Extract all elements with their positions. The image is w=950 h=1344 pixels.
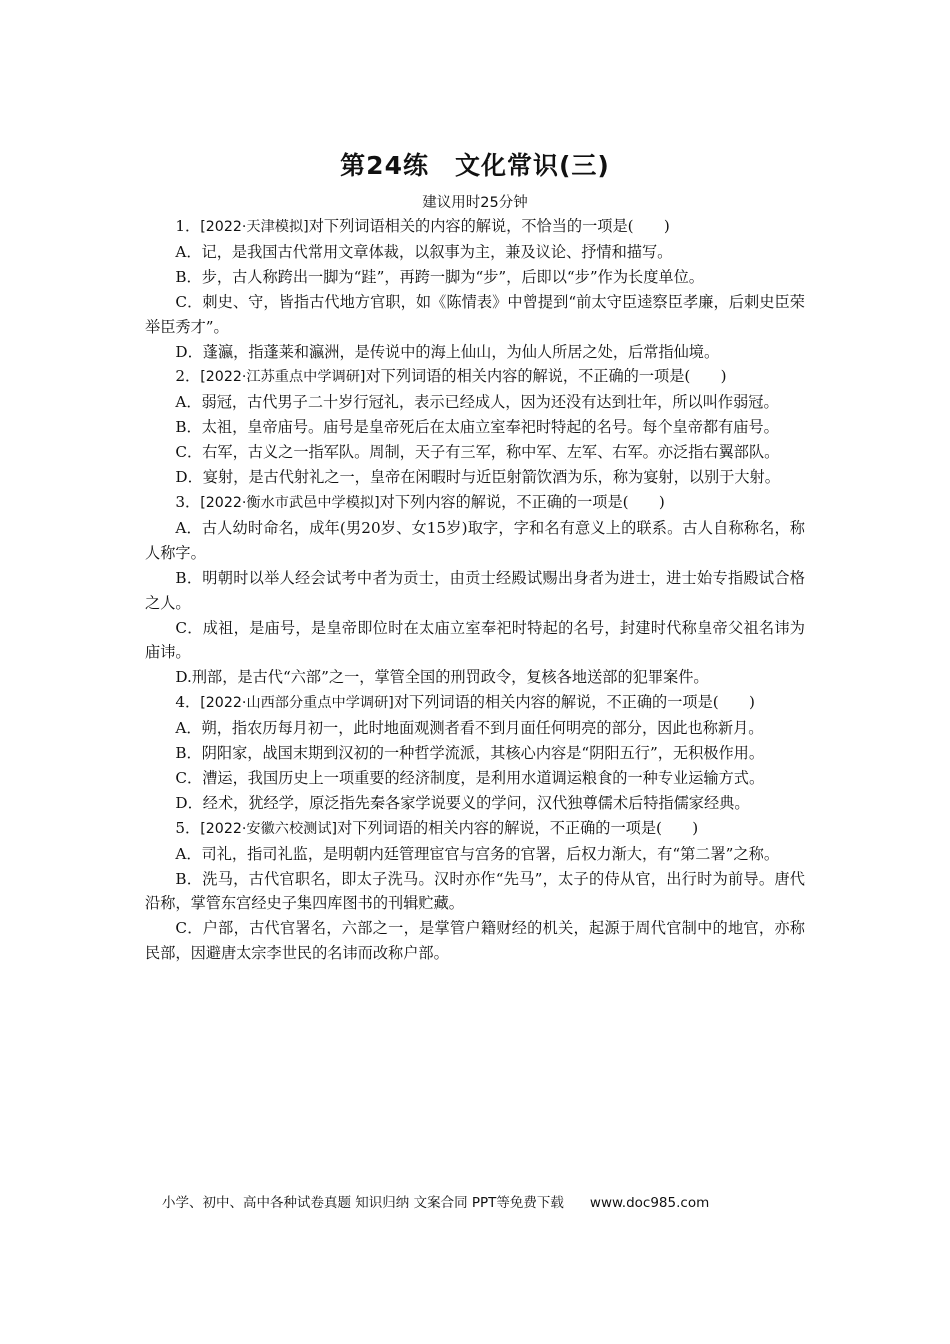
question-text: 对下列内容的解说，不正确的一项是( ) (379, 492, 665, 511)
suggested-time: 建议用时25分钟 (422, 195, 528, 211)
question-4-option-d: D．经术，犹经学，原泛指先秦各家学说要义的学问，汉代独尊儒术后特指儒家经典。 (175, 793, 750, 812)
question-list (145, 214, 805, 966)
question-source: [2022·山西部分重点中学调研] (200, 695, 394, 712)
question-5-stem (145, 816, 805, 842)
question-source: [2022·安徽六校测试] (200, 820, 338, 837)
question-number: 2． (175, 367, 201, 386)
question-number: 3． (175, 492, 201, 511)
question-3-option-d: D.刑部，是古代“六部”之一，掌管全国的刑罚政令，复核各地送部的犯罪案件。 (175, 668, 709, 687)
question-5-option-a: A．司礼，指司礼监，是明朝内廷管理宦官与宫务的官署，后权力渐大，有“第二署”之称。 (175, 844, 780, 863)
question-1-stem (145, 214, 805, 240)
question-number: 1． (175, 217, 201, 235)
question-text: 对下列词语相关的内容的解说，不恰当的一项是( ) (308, 217, 670, 235)
question-3-option-c: C．成祖，是庙号，是皇帝即位时在太庙立室奉祀时特起的名号，封建时代称皇帝父祖名讳为庙讳。 (145, 618, 805, 662)
question-3-stem (145, 490, 805, 516)
question-text: 对下列词语的相关内容的解说，不正确的一项是( ) (365, 367, 727, 386)
page-title: 第24练 文化常识(三) (340, 151, 610, 180)
question-1-option-d: D．蓬瀛，指蓬莱和瀛洲，是传说中的海上仙山，为仙人所居之处，后常指仙境。 (175, 342, 720, 361)
question-2-option-d: D．宴射，是古代射礼之一，皇帝在闲暇时与近臣射箭饮酒为乐，称为宴射，以别于大射。 (175, 468, 780, 487)
question-source: [2022·江苏重点中学调研] (200, 369, 366, 386)
question-1-option-b: B．步，古人称跨出一脚为“跬”，再跨一脚为“步”，后即以“步”作为长度单位。 (175, 267, 704, 286)
question-4-option-b: B．阴阳家，战国末期到汉初的一种哲学流派，其核心内容是“阴阳五行”，无积极作用。 (175, 744, 765, 763)
question-source: [2022·衡水市武邑中学模拟] (200, 494, 380, 511)
question-1-option-c: C．刺史、守，皆指古代地方官职，如《陈情表》中曾提到“前太守臣逵察臣孝廉，后刺史臣荣举臣秀才”。 (145, 292, 805, 336)
question-number: 4． (175, 693, 201, 712)
question-source: [2022·天津模拟] (200, 219, 309, 235)
question-4-option-c: C．漕运，我国历史上一项重要的经济制度，是利用水道调运粮食的一种专业运输方式。 (175, 768, 765, 787)
footer-site-link[interactable]: www.doc985.com (589, 1195, 710, 1211)
question-4-option-a: A．朔，指农历每月初一，此时地面观测者看不到月面任何明亮的部分，因此也称新月。 (175, 719, 764, 738)
question-1-option-a: A．记，是我国古代常用文章体裁，以叙事为主，兼及议论、抒情和描写。 (175, 242, 673, 261)
question-2-option-b: B．太祖，皇帝庙号。庙号是皇帝死后在太庙立室奉祀时特起的名号。每个皇帝都有庙号。 (175, 418, 779, 437)
question-number: 5． (175, 818, 201, 837)
question-text: 对下列词语的相关内容的解说，不正确的一项是( ) (337, 818, 699, 837)
question-text: 对下列词语的相关内容的解说，不正确的一项是( ) (393, 693, 755, 712)
question-2-stem (145, 364, 805, 390)
question-5-option-c: C．户部，古代官署名，六部之一，是掌管户籍财经的机关，起源于周代官制中的地官，亦称民部，因避唐太宗李世民的名讳而改称户部。 (145, 919, 805, 963)
footer-text: 小学、初中、高中各种试卷真题 知识归纳 文案合同 PPT等免费下载 (162, 1195, 564, 1211)
question-5-option-b: B．洗马，古代官职名，即太子洗马。汉时亦作“先马”，太子的侍从官，出行时为前导。唐代沿称，掌管东宫经史子集四库图书的刊辑贮藏。 (145, 869, 805, 913)
question-3-option-a: A．古人幼时命名，成年(男20岁、女15岁)取字，字和名有意义上的联系。古人自称称名，称人称字。 (145, 518, 805, 562)
page-footer (162, 1191, 822, 1211)
question-4-stem (145, 690, 805, 716)
question-2-option-a: A．弱冠，古代男子二十岁行冠礼，表示已经成人，因为还没有达到壮年，所以叫作弱冠。 (175, 393, 779, 412)
question-3-option-b: B．明朝时以举人经会试考中者为贡士，由贡士经殿试赐出身者为进士，进士始专指殿试合格之人。 (145, 568, 805, 612)
question-2-option-c: C．右军，古义之一指军队。周制，天子有三军，称中军、左军、右军。亦泛指右翼部队。 (175, 443, 780, 462)
